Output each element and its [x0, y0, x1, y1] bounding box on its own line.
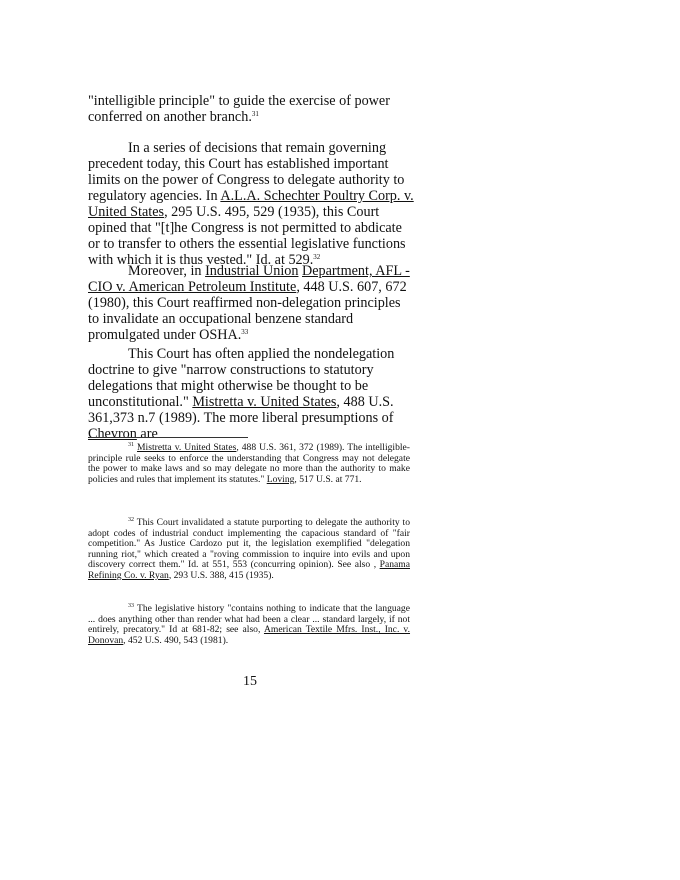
footnote-33: $^{33}$ The legislative history "contains nothing to indicate that the language ... does anything other than render what had been a clear ... standard largely, if not entirely, precatory." Id at 681-82; see also, American Textile Mfrs. Inst., Inc. v. Donovan, 452 U.S. 490, 543 (1981). — [88, 603, 411, 646]
footnote-ref-32: 32 — [313, 252, 321, 261]
footnote-number: 32 — [128, 517, 134, 523]
footnote-separator — [88, 437, 248, 438]
footnote-32: $^{32}$ This Court invalidated a statute purporting to delegate the authority to adopt codes of industrial conduct implementing the capacious standard of "fair competition." As Justice Cardozo put it, the legislation exemplified "delegation running riot," which created a "roving commission to inquire into evils and upon discovery correct them." Id. at 551, 553 (concurring opinion). See also , Panama Refining Co. v. Ryan, 293 U.S. 388, 415 (1935). — [88, 517, 410, 581]
page-number: 15 — [243, 674, 257, 689]
case-citation-afl-cio: Department, AFL - CIO v. American Petroleum Institute — [88, 263, 410, 296]
footnote-ref-33: 33 — [241, 327, 249, 336]
body-paragraph-2: In a series of decisions that remain governing precedent today, this Court has established important limits on the power of Congress to delegate authority to regulatory agencies. In A.L.A. Schechter Poultry Corp. v. United States, 295 U.S. 495, 529 (1935), this Court opined that "[t]he Congress is not permitted to abdicate or to transfer to others the essential legislative functions with which it is thus vested." Id. at 529.32 — [88, 140, 414, 268]
footnote-ref-31: 31 — [251, 110, 259, 119]
case-citation-industrial-union: Industrial Union — [205, 263, 299, 280]
case-citation-mistretta: Mistretta v. United States — [137, 442, 237, 453]
case-citation-chevron: Chevron — [88, 425, 137, 442]
case-citation-american-textile: American Textile Mfrs. Inst., Inc. v. Donovan — [88, 624, 411, 646]
body-paragraph-4: This Court has often applied the nondelegation doctrine to give "narrow constructions to statutory delegations that might otherwise be thought to be unconstitutional." Mistretta v. United States, 488 U.S. 361,373 n.7 (1989). The more liberal presumptions of Chevron are — [88, 346, 395, 442]
footnote-number: 33 — [128, 603, 134, 609]
case-citation-panama-refining: Panama Refining Co. v. Ryan — [88, 559, 410, 581]
case-citation-loving: Loving — [266, 473, 295, 485]
case-citation-mistretta: Mistretta v. United States — [192, 393, 337, 410]
case-citation-schechter: A.L.A. Schechter Poultry Corp. v. United States — [88, 187, 414, 220]
footnote-31: $^{31}$ Mistretta v. United States, 488 U.S. 361, 372 (1989). The intelligible-principle rule seeks to enforce the understanding that Congress may not delegate the power to make laws and so may delegate no more than the authority to make policies and rules that implement its statutes." Loving, 517 U.S. at 771. — [88, 442, 411, 485]
body-paragraph-3: Moreover, in Industrial Union Department, AFL - CIO v. American Petroleum Institute, 448 U.S. 607, 672 (1980), this Court reaffirmed non-delegation principles to invalidate an occupational benzene standard promulgated under OSHA.$^{33}$ — [88, 263, 410, 343]
footnote-number: 31 — [128, 442, 134, 448]
body-paragraph-1: "intelligible principle" to guide the exercise of power conferred on another branch.$^{31}$ — [88, 93, 390, 126]
